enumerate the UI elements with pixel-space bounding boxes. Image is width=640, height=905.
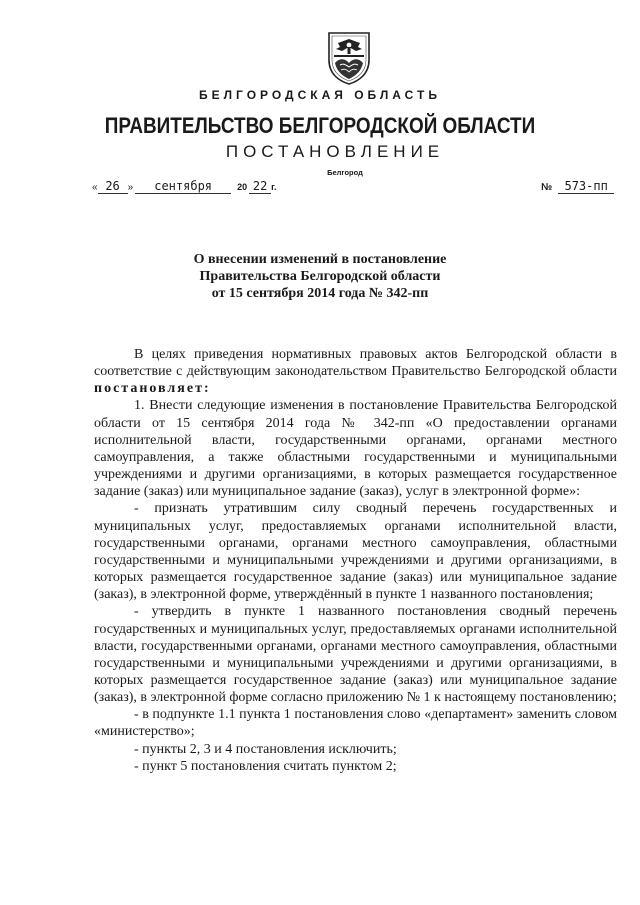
coat-of-arms-icon bbox=[326, 30, 372, 86]
paragraph-3: - утвердить в пункте 1 названного постановления сводный перечень государственных и муниципальных услуг, предоставляемых органами исполнительной власти, государственными органами, органами местного самоуправления, областными государственными и муниципальными учреждениями и другими организациями, в которых размещается государственное задание (заказ) или муниципальное задание (заказ), в электронной форме согласно приложению № 1 к настоящему постановлению; bbox=[94, 604, 617, 706]
preamble-paragraph bbox=[94, 346, 617, 397]
document-date bbox=[92, 179, 277, 194]
preamble-decree-word: постановляет bbox=[94, 381, 204, 397]
region-name: БЕЛГОРОДСКАЯ ОБЛАСТЬ bbox=[199, 88, 441, 102]
number-sign: № bbox=[541, 182, 553, 193]
date-quote-open: « bbox=[92, 182, 98, 193]
paragraph-6: - пункт 5 постановления считать пунктом 2; bbox=[134, 758, 397, 774]
document-body bbox=[94, 346, 617, 775]
date-year-suffix: 22 bbox=[249, 179, 271, 194]
document-title bbox=[0, 251, 640, 302]
paragraph-2: - признать утратившим силу сводный перечень государственных и муниципальных услуг, предоставляемых органами исполнительной власти, государственными органами, органами местного самоуправления, областными государственными и муниципальными учреждениями и другими организациями, в которых размещается государственное задание (заказ) или муниципальное задание (заказ), в электронной форме, утверждённый в пункте 1 названного постановления; bbox=[94, 501, 617, 603]
government-name: ПРАВИТЕЛЬСТВО БЕЛГОРОДСКОЙ ОБЛАСТИ bbox=[104, 113, 536, 138]
title-line-2: Правительства Белгородской области bbox=[199, 269, 441, 284]
preamble-text: В целях приведения нормативных правовых актов Белгородской области в соответствие с действующим законодательством Правительство Белгородской области bbox=[94, 347, 617, 380]
paragraph-4: - в подпункте 1.1 пункта 1 постановления слово «департамент» заменить словом «министерство»; bbox=[94, 707, 617, 740]
date-day: 26 bbox=[98, 179, 128, 194]
title-line-3: от 15 сентября 2014 года № 342-пп bbox=[211, 286, 429, 301]
document-number bbox=[541, 179, 614, 194]
date-quote-close: » bbox=[127, 182, 134, 193]
date-year-prefix: 20 bbox=[237, 182, 248, 192]
preamble-colon: : bbox=[203, 381, 211, 397]
city-name: Белгород bbox=[327, 168, 363, 177]
title-line-1: О внесении изменений в постановление bbox=[193, 252, 447, 267]
date-year-abbr: г. bbox=[271, 182, 277, 192]
paragraph-5: - пункты 2, 3 и 4 постановления исключить; bbox=[134, 741, 397, 757]
date-month: сентября bbox=[135, 179, 231, 194]
number-value: 573-пп bbox=[558, 179, 614, 194]
paragraph-1: 1. Внести следующие изменения в постановление Правительства Белгородской области от 15 сентября 2014 года № 342-пп «О предоставлении органами исполнительной власти, государственными органами, органами местного самоуправления, а также областными государственными и муниципальными учреждениями и другими организациями, в которых размещается государственное задание (заказ) или муниципальное задание (заказ), услуг в электронной форме»: bbox=[94, 398, 617, 500]
document-type: ПОСТАНОВЛЕНИЕ bbox=[225, 142, 445, 161]
